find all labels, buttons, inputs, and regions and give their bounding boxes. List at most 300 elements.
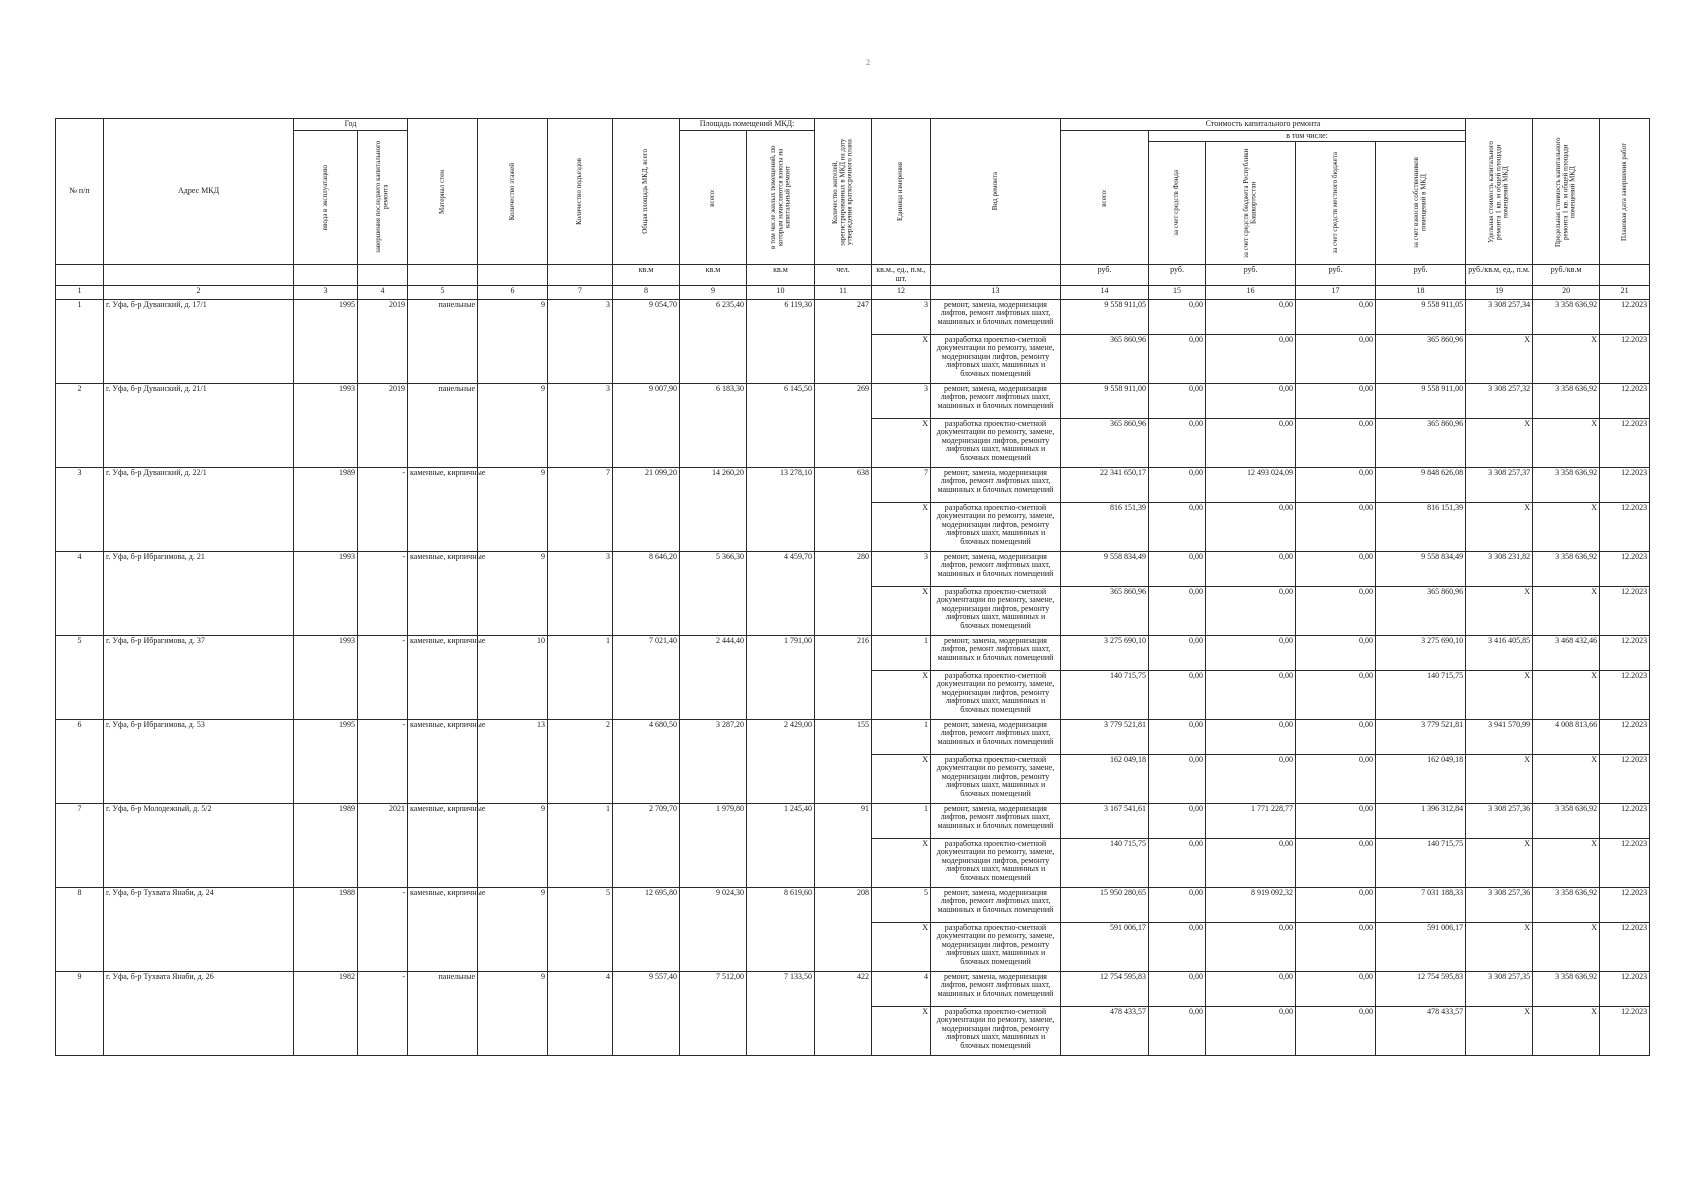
cost-fund-cell: 0,00 xyxy=(1149,838,1206,887)
work-type-cell: разработка проектно-сметной документации по ремонту, замене, модернизации лифтов, ремонту лифтовых шахт, машинных и блочных помещений xyxy=(931,922,1061,971)
column-number-cell: 15 xyxy=(1149,285,1206,299)
cost-republic-cell: 0,00 xyxy=(1206,383,1296,418)
limit-cost-cell: X xyxy=(1533,1006,1600,1055)
cost-fund-cell: 0,00 xyxy=(1149,803,1206,838)
unit-cost-cell: 3 308 257,32 xyxy=(1466,383,1533,418)
header-premises-residential: в том числе жилых помещений, по которым начисляются взносы на капитальный ремонт xyxy=(747,130,815,265)
unit-cost-cell: 3 308 257,36 xyxy=(1466,887,1533,922)
address-cell: г. Уфа, б-р Тухвата Янаби, д. 26 xyxy=(104,971,294,1055)
planned-date-cell: 12.2023 xyxy=(1600,418,1650,467)
work-type-cell: ремонт, замена, модернизация лифтов, ремонт лифтовых шахт, машинных и блочных помещений xyxy=(931,971,1061,1006)
cost-republic-cell: 0,00 xyxy=(1206,719,1296,754)
total-area-cell: 9 557,40 xyxy=(613,971,680,1055)
page-number: 2 xyxy=(866,58,870,67)
quantity-cell: X xyxy=(872,754,931,803)
quantity-cell: X xyxy=(872,922,931,971)
cost-fund-cell: 0,00 xyxy=(1149,719,1206,754)
premises-total-cell: 3 287,20 xyxy=(680,719,747,803)
work-type-cell: ремонт, замена, модернизация лифтов, ремонт лифтовых шахт, машинных и блочных помещений xyxy=(931,551,1061,586)
column-number-cell: 1 xyxy=(56,285,104,299)
cost-republic-cell: 0,00 xyxy=(1206,334,1296,383)
premises-total-cell: 1 979,80 xyxy=(680,803,747,887)
floors-cell: 9 xyxy=(478,299,548,383)
column-number-cell: 14 xyxy=(1061,285,1149,299)
unit-cell: кв.м xyxy=(747,265,815,285)
cost-total-cell: 591 006,17 xyxy=(1061,922,1149,971)
planned-date-cell: 12.2023 xyxy=(1600,635,1650,670)
column-number-cell: 3 xyxy=(294,285,358,299)
header-limit-cost: Предельная стоимость капитального ремонта 1 кв. м общей площади помещений МКД xyxy=(1533,119,1600,265)
cost-fund-cell: 0,00 xyxy=(1149,551,1206,586)
table-row xyxy=(56,887,1650,922)
cost-total-cell: 162 049,18 xyxy=(1061,754,1149,803)
cost-local-cell: 0,00 xyxy=(1296,586,1376,635)
cost-local-cell: 0,00 xyxy=(1296,922,1376,971)
total-area-cell: 4 680,50 xyxy=(613,719,680,803)
planned-date-cell: 12.2023 xyxy=(1600,971,1650,1006)
work-type-cell: разработка проектно-сметной документации по ремонту, замене, модернизации лифтов, ремонту лифтовых шахт, машинных и блочных помещений xyxy=(931,586,1061,635)
limit-cost-cell: X xyxy=(1533,922,1600,971)
work-type-cell: разработка проектно-сметной документации по ремонту, замене, модернизации лифтов, ремонту лифтовых шахт, машинных и блочных помещений xyxy=(931,502,1061,551)
cost-owners-cell: 140 715,75 xyxy=(1376,838,1466,887)
premises-total-cell: 9 024,30 xyxy=(680,887,747,971)
residents-cell: 422 xyxy=(815,971,872,1055)
column-number-cell: 13 xyxy=(931,285,1061,299)
column-number-cell: 17 xyxy=(1296,285,1376,299)
column-number-cell: 4 xyxy=(358,285,408,299)
unit-cell: руб. xyxy=(1296,265,1376,285)
unit-cell: кв.м xyxy=(680,265,747,285)
cost-fund-cell: 0,00 xyxy=(1149,467,1206,502)
unit-cell: кв.м., ед., п.м., шт. xyxy=(872,265,931,285)
entrances-cell: 1 xyxy=(548,803,613,887)
column-number-cell: 16 xyxy=(1206,285,1296,299)
unit-cell xyxy=(56,265,104,285)
total-area-cell: 9 054,70 xyxy=(613,299,680,383)
header-residents: Количество жителей, зарегистрированных в МКД на дату утверждения краткосрочного плана xyxy=(815,119,872,265)
total-area-cell: 7 021,40 xyxy=(613,635,680,719)
quantity-cell: X xyxy=(872,334,931,383)
limit-cost-cell: X xyxy=(1533,418,1600,467)
total-area-cell: 2 709,70 xyxy=(613,803,680,887)
cost-local-cell: 0,00 xyxy=(1296,971,1376,1006)
cost-republic-cell: 0,00 xyxy=(1206,299,1296,334)
planned-date-cell: 12.2023 xyxy=(1600,502,1650,551)
work-type-cell: ремонт, замена, модернизация лифтов, ремонт лифтовых шахт, машинных и блочных помещений xyxy=(931,383,1061,418)
limit-cost-cell: 3 358 636,92 xyxy=(1533,887,1600,922)
wall-material-cell: каменные, кирпичные xyxy=(408,803,478,887)
planned-date-cell: 12.2023 xyxy=(1600,467,1650,502)
premises-residential-cell: 8 619,60 xyxy=(747,887,815,971)
residents-cell: 247 xyxy=(815,299,872,383)
cost-fund-cell: 0,00 xyxy=(1149,299,1206,334)
row-number: 1 xyxy=(56,299,104,383)
unit-cost-cell: X xyxy=(1466,838,1533,887)
premises-residential-cell: 2 429,00 xyxy=(747,719,815,803)
row-number: 3 xyxy=(56,467,104,551)
column-number-cell: 18 xyxy=(1376,285,1466,299)
floors-cell: 9 xyxy=(478,803,548,887)
premises-residential-cell: 6 119,30 xyxy=(747,299,815,383)
residents-cell: 216 xyxy=(815,635,872,719)
column-number-cell: 2 xyxy=(104,285,294,299)
column-numbers-row xyxy=(56,285,1650,299)
work-type-cell: разработка проектно-сметной документации по ремонту, замене, модернизации лифтов, ремонту лифтовых шахт, машинных и блочных помещений xyxy=(931,670,1061,719)
row-number: 2 xyxy=(56,383,104,467)
planned-date-cell: 12.2023 xyxy=(1600,719,1650,754)
unit-cell: кв.м xyxy=(613,265,680,285)
floors-cell: 13 xyxy=(478,719,548,803)
table-row xyxy=(56,803,1650,838)
cost-total-cell: 478 433,57 xyxy=(1061,1006,1149,1055)
floors-cell: 10 xyxy=(478,635,548,719)
wall-material-cell: каменные, кирпичные xyxy=(408,719,478,803)
unit-cost-cell: X xyxy=(1466,502,1533,551)
quantity-cell: 1 xyxy=(872,719,931,754)
work-type-cell: ремонт, замена, модернизация лифтов, ремонт лифтовых шахт, машинных и блочных помещений xyxy=(931,887,1061,922)
table-row xyxy=(56,551,1650,586)
column-number-cell: 8 xyxy=(613,285,680,299)
cost-local-cell: 0,00 xyxy=(1296,719,1376,754)
header-including: в том числе: xyxy=(1149,130,1466,142)
entrances-cell: 2 xyxy=(548,719,613,803)
cost-local-cell: 0,00 xyxy=(1296,299,1376,334)
cost-owners-cell: 591 006,17 xyxy=(1376,922,1466,971)
year-last-repair-cell: - xyxy=(358,887,408,971)
cost-total-cell: 365 860,96 xyxy=(1061,586,1149,635)
column-number-cell: 5 xyxy=(408,285,478,299)
cost-republic-cell: 0,00 xyxy=(1206,754,1296,803)
cost-fund-cell: 0,00 xyxy=(1149,670,1206,719)
cost-total-cell: 140 715,75 xyxy=(1061,670,1149,719)
cost-republic-cell: 0,00 xyxy=(1206,1006,1296,1055)
year-last-repair-cell: - xyxy=(358,719,408,803)
unit-cell: руб. xyxy=(1061,265,1149,285)
cost-total-cell: 22 341 650,17 xyxy=(1061,467,1149,502)
header-wall-material: Материал стен xyxy=(408,119,478,265)
work-type-cell: разработка проектно-сметной документации по ремонту, замене, модернизации лифтов, ремонту лифтовых шахт, машинных и блочных помещений xyxy=(931,1006,1061,1055)
year-last-repair-cell: - xyxy=(358,971,408,1055)
column-number-cell: 10 xyxy=(747,285,815,299)
entrances-cell: 1 xyxy=(548,635,613,719)
header-cost-republic: за счет средств бюджета Республики Башкортостан xyxy=(1206,142,1296,265)
cost-owners-cell: 478 433,57 xyxy=(1376,1006,1466,1055)
cost-owners-cell: 3 779 521,81 xyxy=(1376,719,1466,754)
planned-date-cell: 12.2023 xyxy=(1600,803,1650,838)
premises-residential-cell: 1 245,40 xyxy=(747,803,815,887)
planned-date-cell: 12.2023 xyxy=(1600,670,1650,719)
planned-date-cell: 12.2023 xyxy=(1600,383,1650,418)
table-row xyxy=(56,635,1650,670)
unit-cost-cell: X xyxy=(1466,1006,1533,1055)
header-year-commission: ввода в эксплуатацию xyxy=(294,130,358,265)
limit-cost-cell: 3 358 636,92 xyxy=(1533,551,1600,586)
entrances-cell: 4 xyxy=(548,971,613,1055)
unit-cell xyxy=(408,265,478,285)
quantity-cell: X xyxy=(872,418,931,467)
year-commission-cell: 1989 xyxy=(294,467,358,551)
units-row xyxy=(56,265,1650,285)
total-area-cell: 12 695,80 xyxy=(613,887,680,971)
year-last-repair-cell: 2019 xyxy=(358,299,408,383)
premises-residential-cell: 4 459,70 xyxy=(747,551,815,635)
row-number: 5 xyxy=(56,635,104,719)
cost-total-cell: 9 558 911,00 xyxy=(1061,383,1149,418)
unit-cell: руб. xyxy=(1149,265,1206,285)
header-cost-fund: за счет средств Фонда xyxy=(1149,142,1206,265)
quantity-cell: 1 xyxy=(872,803,931,838)
cost-owners-cell: 9 848 626,08 xyxy=(1376,467,1466,502)
year-commission-cell: 1993 xyxy=(294,383,358,467)
header-total-area: Общая площадь МКД, всего xyxy=(613,119,680,265)
unit-cost-cell: X xyxy=(1466,670,1533,719)
work-type-cell: ремонт, замена, модернизация лифтов, ремонт лифтовых шахт, машинных и блочных помещений xyxy=(931,299,1061,334)
work-type-cell: разработка проектно-сметной документации по ремонту, замене, модернизации лифтов, ремонту лифтовых шахт, машинных и блочных помещений xyxy=(931,334,1061,383)
residents-cell: 91 xyxy=(815,803,872,887)
header-planned-date: Плановая дата завершения работ xyxy=(1600,119,1650,265)
cost-owners-cell: 3 275 690,10 xyxy=(1376,635,1466,670)
cost-owners-cell: 365 860,96 xyxy=(1376,334,1466,383)
cost-total-cell: 365 860,96 xyxy=(1061,418,1149,467)
table-row xyxy=(56,971,1650,1006)
address-cell: г. Уфа, б-р Ибрагимова, д. 21 xyxy=(104,551,294,635)
quantity-cell: X xyxy=(872,502,931,551)
floors-cell: 9 xyxy=(478,383,548,467)
address-cell: г. Уфа, б-р Ибрагимова, д. 53 xyxy=(104,719,294,803)
work-type-cell: ремонт, замена, модернизация лифтов, ремонт лифтовых шахт, машинных и блочных помещений xyxy=(931,803,1061,838)
cost-total-cell: 365 860,96 xyxy=(1061,334,1149,383)
wall-material-cell: каменные, кирпичные xyxy=(408,467,478,551)
column-number-cell: 6 xyxy=(478,285,548,299)
cost-republic-cell: 8 919 092,32 xyxy=(1206,887,1296,922)
limit-cost-cell: 3 358 636,92 xyxy=(1533,803,1600,838)
year-commission-cell: 1988 xyxy=(294,887,358,971)
unit-cost-cell: X xyxy=(1466,754,1533,803)
column-number-cell: 21 xyxy=(1600,285,1650,299)
cost-local-cell: 0,00 xyxy=(1296,887,1376,922)
unit-cost-cell: 3 416 405,85 xyxy=(1466,635,1533,670)
table-row xyxy=(56,383,1650,418)
entrances-cell: 3 xyxy=(548,383,613,467)
cost-owners-cell: 7 031 188,33 xyxy=(1376,887,1466,922)
floors-cell: 9 xyxy=(478,887,548,971)
limit-cost-cell: X xyxy=(1533,670,1600,719)
unit-cost-cell: 3 308 231,82 xyxy=(1466,551,1533,586)
cost-republic-cell: 12 493 024,09 xyxy=(1206,467,1296,502)
limit-cost-cell: X xyxy=(1533,586,1600,635)
cost-owners-cell: 9 558 911,05 xyxy=(1376,299,1466,334)
address-cell: г. Уфа, б-р Дуванский, д. 17/1 xyxy=(104,299,294,383)
entrances-cell: 3 xyxy=(548,299,613,383)
unit-cost-cell: 3 308 257,34 xyxy=(1466,299,1533,334)
cost-local-cell: 0,00 xyxy=(1296,670,1376,719)
quantity-cell: X xyxy=(872,586,931,635)
premises-residential-cell: 7 133,50 xyxy=(747,971,815,1055)
residents-cell: 208 xyxy=(815,887,872,971)
work-type-cell: ремонт, замена, модернизация лифтов, ремонт лифтовых шахт, машинных и блочных помещений xyxy=(931,635,1061,670)
cost-republic-cell: 0,00 xyxy=(1206,922,1296,971)
repair-plan-table xyxy=(55,118,1650,1056)
address-cell: г. Уфа, б-р Дуванский, д. 21/1 xyxy=(104,383,294,467)
total-area-cell: 9 007,90 xyxy=(613,383,680,467)
unit-cell xyxy=(358,265,408,285)
column-number-cell: 12 xyxy=(872,285,931,299)
cost-local-cell: 0,00 xyxy=(1296,838,1376,887)
header-address: Адрес МКД xyxy=(104,119,294,265)
cost-owners-cell: 365 860,96 xyxy=(1376,418,1466,467)
planned-date-cell: 12.2023 xyxy=(1600,922,1650,971)
planned-date-cell: 12.2023 xyxy=(1600,299,1650,334)
header-premises-total: всего: xyxy=(680,130,747,265)
cost-total-cell: 3 167 541,61 xyxy=(1061,803,1149,838)
work-type-cell: ремонт, замена, модернизация лифтов, ремонт лифтовых шахт, машинных и блочных помещений xyxy=(931,719,1061,754)
header-cost-group: Стоимость капитального ремонта xyxy=(1061,119,1466,131)
cost-total-cell: 140 715,75 xyxy=(1061,838,1149,887)
cost-republic-cell: 1 771 228,77 xyxy=(1206,803,1296,838)
unit-cost-cell: 3 308 257,36 xyxy=(1466,803,1533,838)
cost-owners-cell: 140 715,75 xyxy=(1376,670,1466,719)
cost-republic-cell: 0,00 xyxy=(1206,586,1296,635)
cost-owners-cell: 816 151,39 xyxy=(1376,502,1466,551)
wall-material-cell: каменные, кирпичные xyxy=(408,887,478,971)
year-commission-cell: 1993 xyxy=(294,635,358,719)
cost-total-cell: 3 275 690,10 xyxy=(1061,635,1149,670)
premises-residential-cell: 13 278,10 xyxy=(747,467,815,551)
cost-owners-cell: 162 049,18 xyxy=(1376,754,1466,803)
residents-cell: 280 xyxy=(815,551,872,635)
wall-material-cell: панельные xyxy=(408,971,478,1055)
cost-republic-cell: 0,00 xyxy=(1206,551,1296,586)
cost-republic-cell: 0,00 xyxy=(1206,838,1296,887)
cost-republic-cell: 0,00 xyxy=(1206,670,1296,719)
header-unit-cost: Удельная стоимость капитального ремонта 1 кв. м общей площади помещений МКД xyxy=(1466,119,1533,265)
table-body xyxy=(56,299,1650,1055)
work-type-cell: разработка проектно-сметной документации по ремонту, замене, модернизации лифтов, ремонту лифтовых шахт, машинных и блочных помещений xyxy=(931,418,1061,467)
total-area-cell: 21 099,20 xyxy=(613,467,680,551)
limit-cost-cell: 3 358 636,92 xyxy=(1533,971,1600,1006)
cost-local-cell: 0,00 xyxy=(1296,754,1376,803)
cost-total-cell: 816 151,39 xyxy=(1061,502,1149,551)
cost-total-cell: 15 950 280,65 xyxy=(1061,887,1149,922)
residents-cell: 155 xyxy=(815,719,872,803)
header-entrances: Количество подъездов xyxy=(548,119,613,265)
unit-cost-cell: X xyxy=(1466,334,1533,383)
cost-fund-cell: 0,00 xyxy=(1149,887,1206,922)
wall-material-cell: панельные xyxy=(408,299,478,383)
cost-owners-cell: 1 396 312,84 xyxy=(1376,803,1466,838)
limit-cost-cell: 3 358 636,92 xyxy=(1533,299,1600,334)
cost-republic-cell: 0,00 xyxy=(1206,418,1296,467)
column-number-cell: 11 xyxy=(815,285,872,299)
cost-total-cell: 3 779 521,81 xyxy=(1061,719,1149,754)
cost-local-cell: 0,00 xyxy=(1296,803,1376,838)
year-last-repair-cell: 2021 xyxy=(358,803,408,887)
planned-date-cell: 12.2023 xyxy=(1600,838,1650,887)
limit-cost-cell: 3 358 636,92 xyxy=(1533,383,1600,418)
quantity-cell: 1 xyxy=(872,635,931,670)
quantity-cell: X xyxy=(872,838,931,887)
cost-fund-cell: 0,00 xyxy=(1149,922,1206,971)
entrances-cell: 3 xyxy=(548,551,613,635)
cost-fund-cell: 0,00 xyxy=(1149,502,1206,551)
header-num: № п/п xyxy=(56,119,104,265)
header-year-group: Год xyxy=(294,119,408,131)
header-premises-group: Площадь помещений МКД: xyxy=(680,119,815,131)
unit-cell: руб./кв.м, ед., п.м. xyxy=(1466,265,1533,285)
quantity-cell: 4 xyxy=(872,971,931,1006)
residents-cell: 269 xyxy=(815,383,872,467)
limit-cost-cell: X xyxy=(1533,838,1600,887)
row-number: 4 xyxy=(56,551,104,635)
row-number: 6 xyxy=(56,719,104,803)
cost-total-cell: 9 558 911,05 xyxy=(1061,299,1149,334)
planned-date-cell: 12.2023 xyxy=(1600,551,1650,586)
column-number-cell: 20 xyxy=(1533,285,1600,299)
floors-cell: 9 xyxy=(478,971,548,1055)
year-last-repair-cell: - xyxy=(358,467,408,551)
cost-fund-cell: 0,00 xyxy=(1149,334,1206,383)
address-cell: г. Уфа, б-р Тухвата Янаби, д. 24 xyxy=(104,887,294,971)
row-number: 9 xyxy=(56,971,104,1055)
premises-total-cell: 2 444,40 xyxy=(680,635,747,719)
unit-cell: руб. xyxy=(1376,265,1466,285)
unit-cell: руб. xyxy=(1206,265,1296,285)
cost-local-cell: 0,00 xyxy=(1296,418,1376,467)
quantity-cell: X xyxy=(872,670,931,719)
cost-owners-cell: 9 558 911,00 xyxy=(1376,383,1466,418)
wall-material-cell: каменные, кирпичные xyxy=(408,551,478,635)
unit-cost-cell: X xyxy=(1466,922,1533,971)
column-number-cell: 7 xyxy=(548,285,613,299)
cost-local-cell: 0,00 xyxy=(1296,635,1376,670)
premises-total-cell: 7 512,00 xyxy=(680,971,747,1055)
unit-cell xyxy=(1600,265,1650,285)
total-area-cell: 8 646,20 xyxy=(613,551,680,635)
cost-local-cell: 0,00 xyxy=(1296,502,1376,551)
cost-republic-cell: 0,00 xyxy=(1206,502,1296,551)
limit-cost-cell: 3 468 432,46 xyxy=(1533,635,1600,670)
row-number: 8 xyxy=(56,887,104,971)
cost-local-cell: 0,00 xyxy=(1296,551,1376,586)
quantity-cell: 3 xyxy=(872,551,931,586)
premises-residential-cell: 1 791,00 xyxy=(747,635,815,719)
limit-cost-cell: X xyxy=(1533,502,1600,551)
address-cell: г. Уфа, б-р Молодежный, д. 5/2 xyxy=(104,803,294,887)
cost-local-cell: 0,00 xyxy=(1296,467,1376,502)
cost-fund-cell: 0,00 xyxy=(1149,754,1206,803)
cost-total-cell: 9 558 834,49 xyxy=(1061,551,1149,586)
unit-cell: чел. xyxy=(815,265,872,285)
unit-cell xyxy=(294,265,358,285)
year-commission-cell: 1989 xyxy=(294,803,358,887)
cost-fund-cell: 0,00 xyxy=(1149,383,1206,418)
unit-cost-cell: X xyxy=(1466,586,1533,635)
year-commission-cell: 1995 xyxy=(294,299,358,383)
cost-fund-cell: 0,00 xyxy=(1149,586,1206,635)
header-cost-local: за счет средств местного бюджета xyxy=(1296,142,1376,265)
entrances-cell: 7 xyxy=(548,467,613,551)
wall-material-cell: панельные xyxy=(408,383,478,467)
cost-owners-cell: 365 860,96 xyxy=(1376,586,1466,635)
limit-cost-cell: X xyxy=(1533,754,1600,803)
quantity-cell: 7 xyxy=(872,467,931,502)
cost-owners-cell: 12 754 595,83 xyxy=(1376,971,1466,1006)
year-commission-cell: 1995 xyxy=(294,719,358,803)
unit-cost-cell: 3 308 257,37 xyxy=(1466,467,1533,502)
cost-local-cell: 0,00 xyxy=(1296,334,1376,383)
cost-fund-cell: 0,00 xyxy=(1149,971,1206,1006)
cost-republic-cell: 0,00 xyxy=(1206,635,1296,670)
